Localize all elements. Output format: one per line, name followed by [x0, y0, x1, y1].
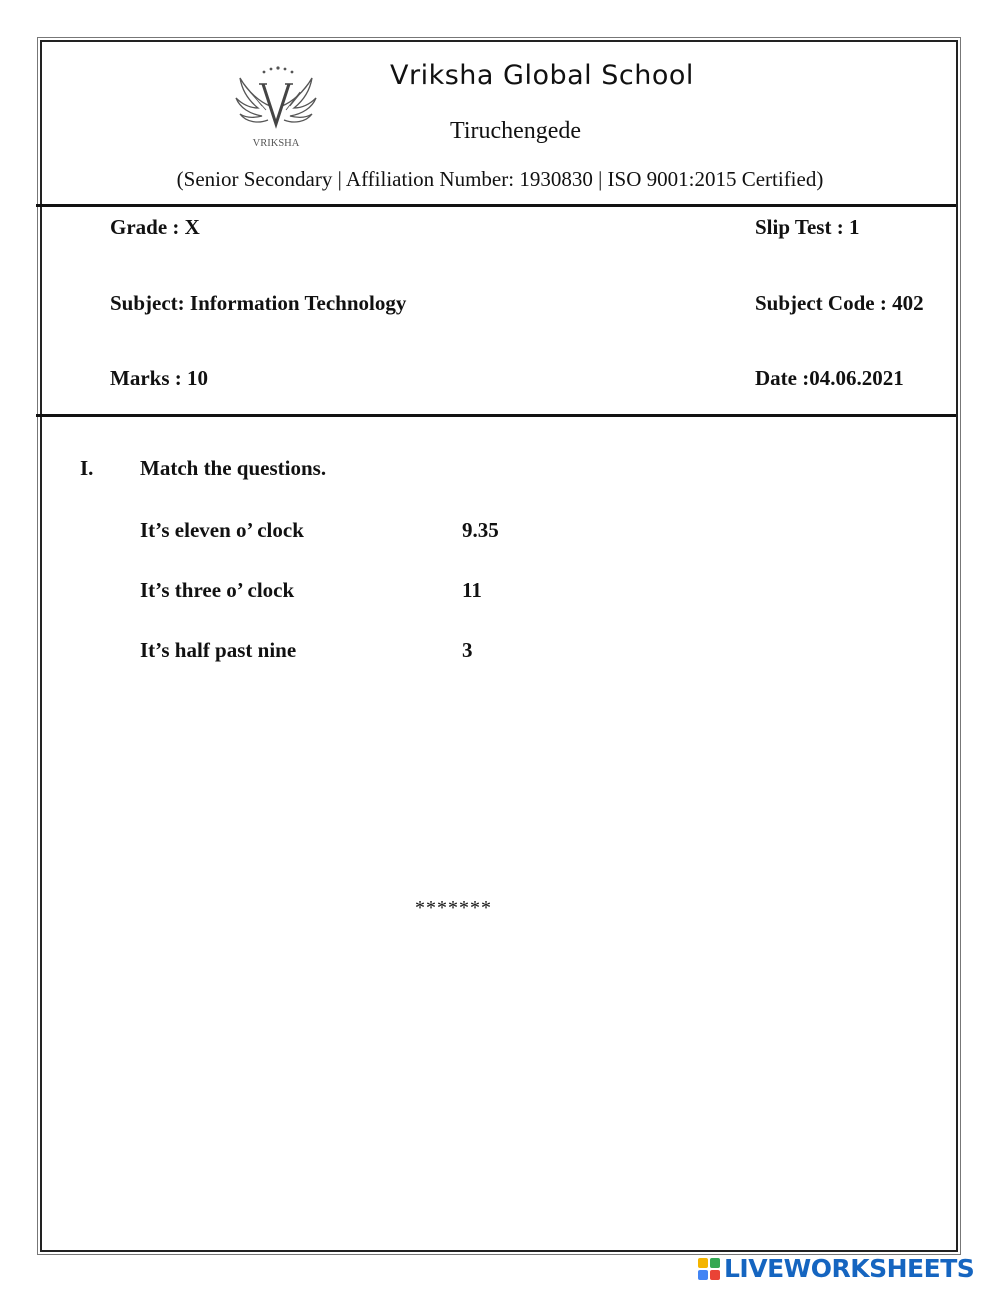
match-right-item: 11: [462, 578, 482, 602]
match-left-item: It’s three o’ clock: [140, 578, 295, 602]
header-divider-bottom: [36, 414, 956, 417]
match-right-item: 9.35: [462, 518, 499, 542]
marks-label: Marks : 10: [110, 366, 208, 390]
logo-block: [698, 1270, 708, 1280]
vriksha-logo: [230, 62, 322, 154]
match-right-item: 3: [462, 638, 473, 662]
liveworksheets-logo-icon: [698, 1258, 720, 1280]
logo-block: [710, 1270, 720, 1280]
school-name: Vriksha Global School: [390, 60, 694, 91]
question-text: Match the questions.: [140, 456, 327, 480]
logo-text: VRIKSHA: [252, 138, 300, 149]
slip-test-label: Slip Test : 1: [755, 215, 860, 239]
match-left-item: It’s eleven o’ clock: [140, 518, 304, 542]
logo-block: [710, 1258, 720, 1268]
subject-code-label: Subject Code : 402: [755, 291, 924, 315]
grade-label: Grade : X: [110, 215, 200, 239]
header-divider-top: [36, 204, 956, 207]
subject-label: Subject: Information Technology: [110, 291, 407, 315]
date-label: Date :04.06.2021: [755, 366, 904, 390]
logo-block: [698, 1258, 708, 1268]
match-left-item: It’s half past nine: [140, 638, 297, 662]
liveworksheets-text: LIVEWORKSHEETS: [724, 1254, 975, 1283]
question-number: I.: [80, 456, 94, 480]
affiliation-line: (Senior Secondary | Affiliation Number: 1930830 | ISO 9001:2015 Certified): [176, 167, 824, 191]
school-town: Tiruchengede: [450, 118, 582, 144]
end-marker: *******: [415, 897, 492, 919]
liveworksheets-watermark: [698, 1254, 974, 1283]
